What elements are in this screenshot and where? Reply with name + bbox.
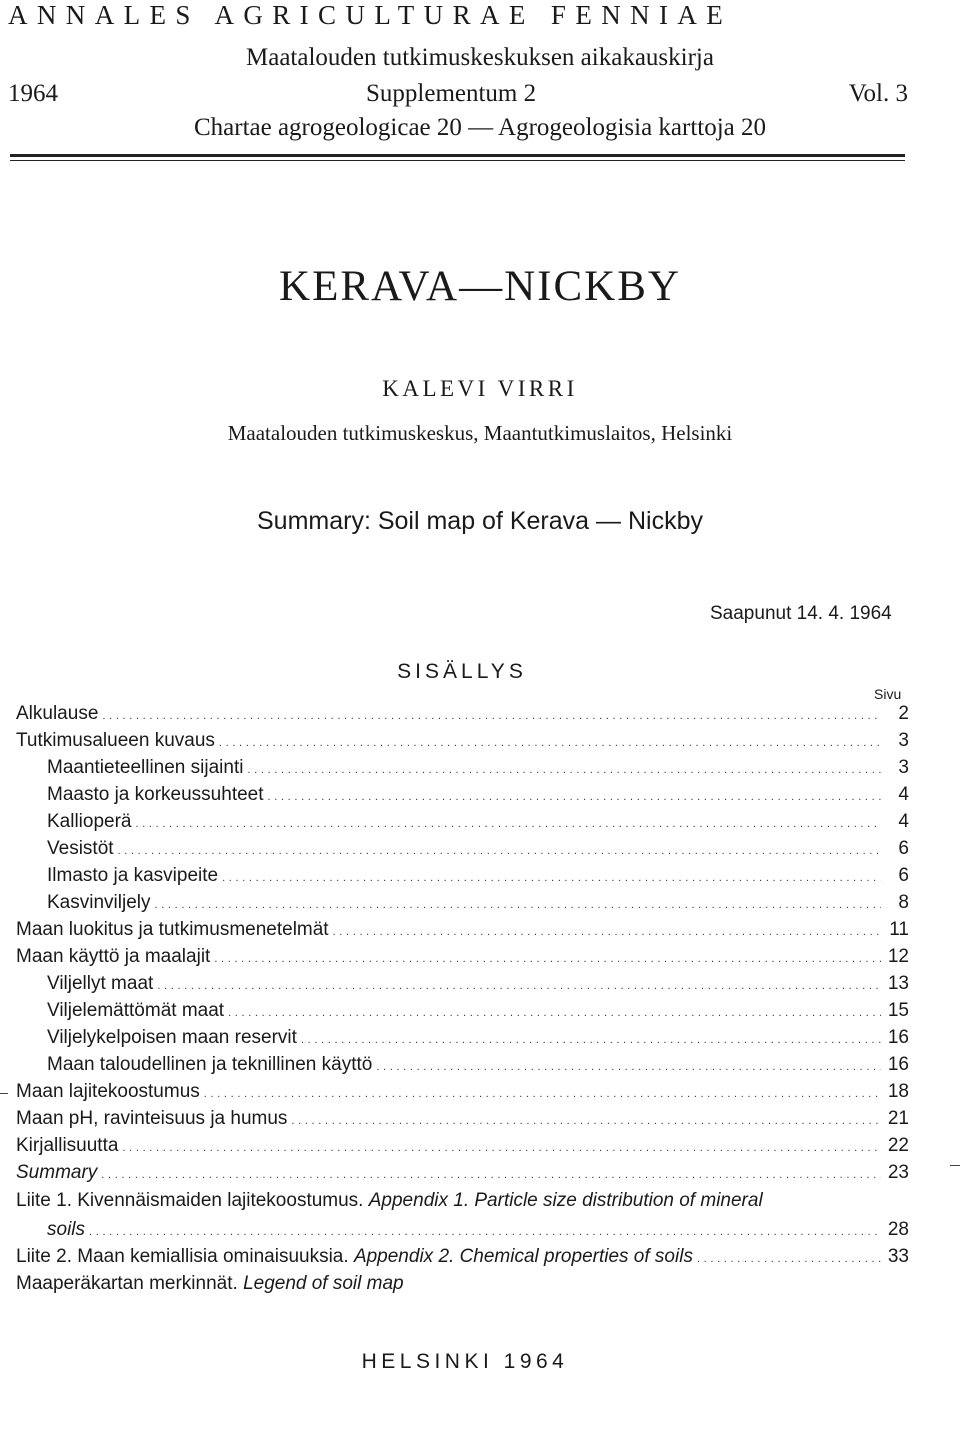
toc-entry-label: Maasto ja korkeussuhteet: [47, 784, 264, 805]
toc-entry: [16, 970, 909, 997]
toc-entry: [16, 916, 909, 943]
toc-entry: [16, 1105, 909, 1132]
toc-entry-page: 13: [887, 973, 909, 994]
margin-mark: [0, 1093, 8, 1094]
toc-leader: [697, 1243, 881, 1270]
toc-leader: [101, 1159, 881, 1186]
toc-entry-label: Maan taloudellinen ja teknillinen käyttö: [47, 1054, 373, 1075]
toc-leader: [333, 916, 881, 943]
toc-entry-page: 16: [887, 1054, 909, 1075]
toc-entry: [16, 1051, 909, 1078]
toc-entry-label: Kasvinviljely: [47, 892, 151, 913]
journal-subtitle: Maatalouden tutkimuskeskuksen aikakauskirja: [246, 44, 714, 71]
toc-entry-page: 28: [887, 1219, 909, 1240]
margin-mark: [950, 1165, 960, 1166]
toc-entry-label: Vesistöt: [47, 838, 114, 859]
toc-entry: [16, 997, 909, 1024]
toc-leader: [268, 781, 881, 808]
toc-leader: [214, 943, 881, 970]
toc-entry-label-main: Liite 2. Maan kemiallisia ominaisuuksia.: [16, 1246, 349, 1267]
toc-entry-page: 8: [898, 892, 909, 913]
toc-entry-label-english: Appendix 2. Chemical properties of soils: [353, 1246, 693, 1267]
toc-entry-label-continued: soils: [47, 1219, 86, 1240]
toc-entry: [16, 943, 909, 970]
toc-entry-label: Tutkimusalueen kuvaus: [16, 730, 215, 751]
toc-entry-page: 4: [898, 811, 909, 832]
toc-entry-label: Maan käyttö ja maalajit: [16, 946, 211, 967]
toc-leader: [102, 700, 881, 727]
toc-entry: [16, 808, 909, 835]
toc-entry-page: 6: [898, 838, 909, 859]
toc-entry: [16, 754, 909, 781]
toc-entry-label: Maan pH, ravinteisuus ja humus: [16, 1108, 288, 1129]
toc-leader: [122, 1132, 881, 1159]
toc-entry-page: 18: [887, 1081, 909, 1102]
toc-entry-continued: [16, 1216, 909, 1243]
toc-entry-page: 33: [887, 1246, 909, 1267]
toc-entry-label-english: Legend of soil map: [243, 1273, 404, 1294]
toc-entry-label: Maan lajitekoostumus: [16, 1081, 200, 1102]
toc-page-column-label: Sivu: [874, 686, 902, 702]
toc-entry-page: 22: [887, 1135, 909, 1156]
toc-entry-label: Maantieteellinen sijainti: [47, 757, 244, 778]
series-line: Chartae agrogeologicae 20 — Agrogeologisia karttoja 20: [193, 114, 767, 141]
toc-entry-label-main: Liite 1. Kivennäismaiden lajitekoostumus.: [16, 1190, 364, 1211]
document-title: KERAVA—NICKBY: [279, 263, 681, 310]
toc-entry: [16, 1159, 909, 1186]
toc-entry-label: [16, 1270, 408, 1297]
table-of-contents: [16, 700, 909, 1297]
toc-leader: [157, 970, 881, 997]
toc-entry: [16, 1243, 909, 1270]
toc-entry-label-main: Maaperäkartan merkinnät.: [16, 1273, 238, 1294]
toc-entry-label: [16, 1186, 767, 1216]
toc-entry-label: [16, 1243, 697, 1270]
toc-entry-page: 15: [887, 1000, 909, 1021]
toc-entry-label: Viljelykelpoisen maan reservit: [47, 1027, 297, 1048]
header-rule-thin: [10, 160, 905, 161]
toc-entry-label: Viljellyt maat: [47, 973, 154, 994]
toc-entry-label: Ilmasto ja kasvipeite: [47, 865, 219, 886]
toc-entry: [16, 781, 909, 808]
toc-entry-page: 6: [898, 865, 909, 886]
toc-entry: [16, 1078, 909, 1105]
toc-entry-page: 16: [887, 1027, 909, 1048]
toc-leader: [376, 1051, 881, 1078]
toc-entry-page: 11: [889, 919, 909, 940]
toc-leader: [301, 1024, 881, 1051]
toc-entry-page: 12: [887, 946, 909, 967]
toc-entry-page: 23: [887, 1162, 909, 1183]
toc-entry: [16, 700, 909, 727]
toc-leader: [222, 862, 881, 889]
toc-entry-label: Viljelemättömät maat: [47, 1000, 225, 1021]
toc-entry-label: Kallioperä: [47, 811, 132, 832]
toc-entry: [16, 835, 909, 862]
toc-entry: [16, 1024, 909, 1051]
toc-entry-label: Alkulause: [16, 703, 99, 724]
toc-leader: [228, 997, 881, 1024]
toc-entry: [16, 1270, 909, 1297]
header-rule-thick: [10, 154, 905, 157]
toc-entry: [16, 889, 909, 916]
toc-leader: [118, 835, 881, 862]
toc-entry-label: Maan luokitus ja tutkimusmenetelmät: [16, 919, 329, 940]
author-institution: Maatalouden tutkimuskeskus, Maantutkimuslaitos, Helsinki: [227, 421, 733, 445]
toc-entry-label: Summary: [16, 1162, 98, 1183]
toc-leader: [247, 754, 881, 781]
toc-leader: [136, 808, 882, 835]
toc-entry: [16, 1132, 909, 1159]
imprint-place-year: HELSINKI 1964: [361, 1350, 569, 1373]
toc-entry: [16, 727, 909, 754]
toc-leader: [291, 1105, 881, 1132]
toc-leader: [89, 1216, 881, 1243]
toc-entry: [16, 862, 909, 889]
volume-number: Vol. 3: [848, 80, 908, 107]
toc-entry-page: 21: [887, 1108, 909, 1129]
summary-line: Summary: Soil map of Kerava — Nickby: [257, 507, 703, 535]
toc-leader: [219, 727, 881, 754]
toc-leader: [204, 1078, 881, 1105]
toc-entry-page: 4: [898, 784, 909, 805]
toc-entry-page: 2: [898, 703, 909, 724]
toc-entry-page: 3: [898, 730, 909, 751]
toc-entry-label: Kirjallisuutta: [16, 1135, 119, 1156]
received-date: Saapunut 14. 4. 1964: [710, 603, 892, 624]
toc-heading: SISÄLLYS: [397, 660, 527, 683]
toc-entry-label-english: Appendix 1. Particle size distribution of mineral: [368, 1190, 763, 1211]
toc-leader: [154, 889, 881, 916]
author-name: KALEVI VIRRI: [382, 376, 578, 401]
toc-entry-page: 3: [898, 757, 909, 778]
supplement-number: Supplementum 2: [366, 80, 537, 107]
issue-year: 1964: [8, 80, 58, 107]
journal-title: ANNALES AGRICULTURAE FENNIAE: [8, 0, 733, 30]
toc-entry: [16, 1186, 909, 1216]
